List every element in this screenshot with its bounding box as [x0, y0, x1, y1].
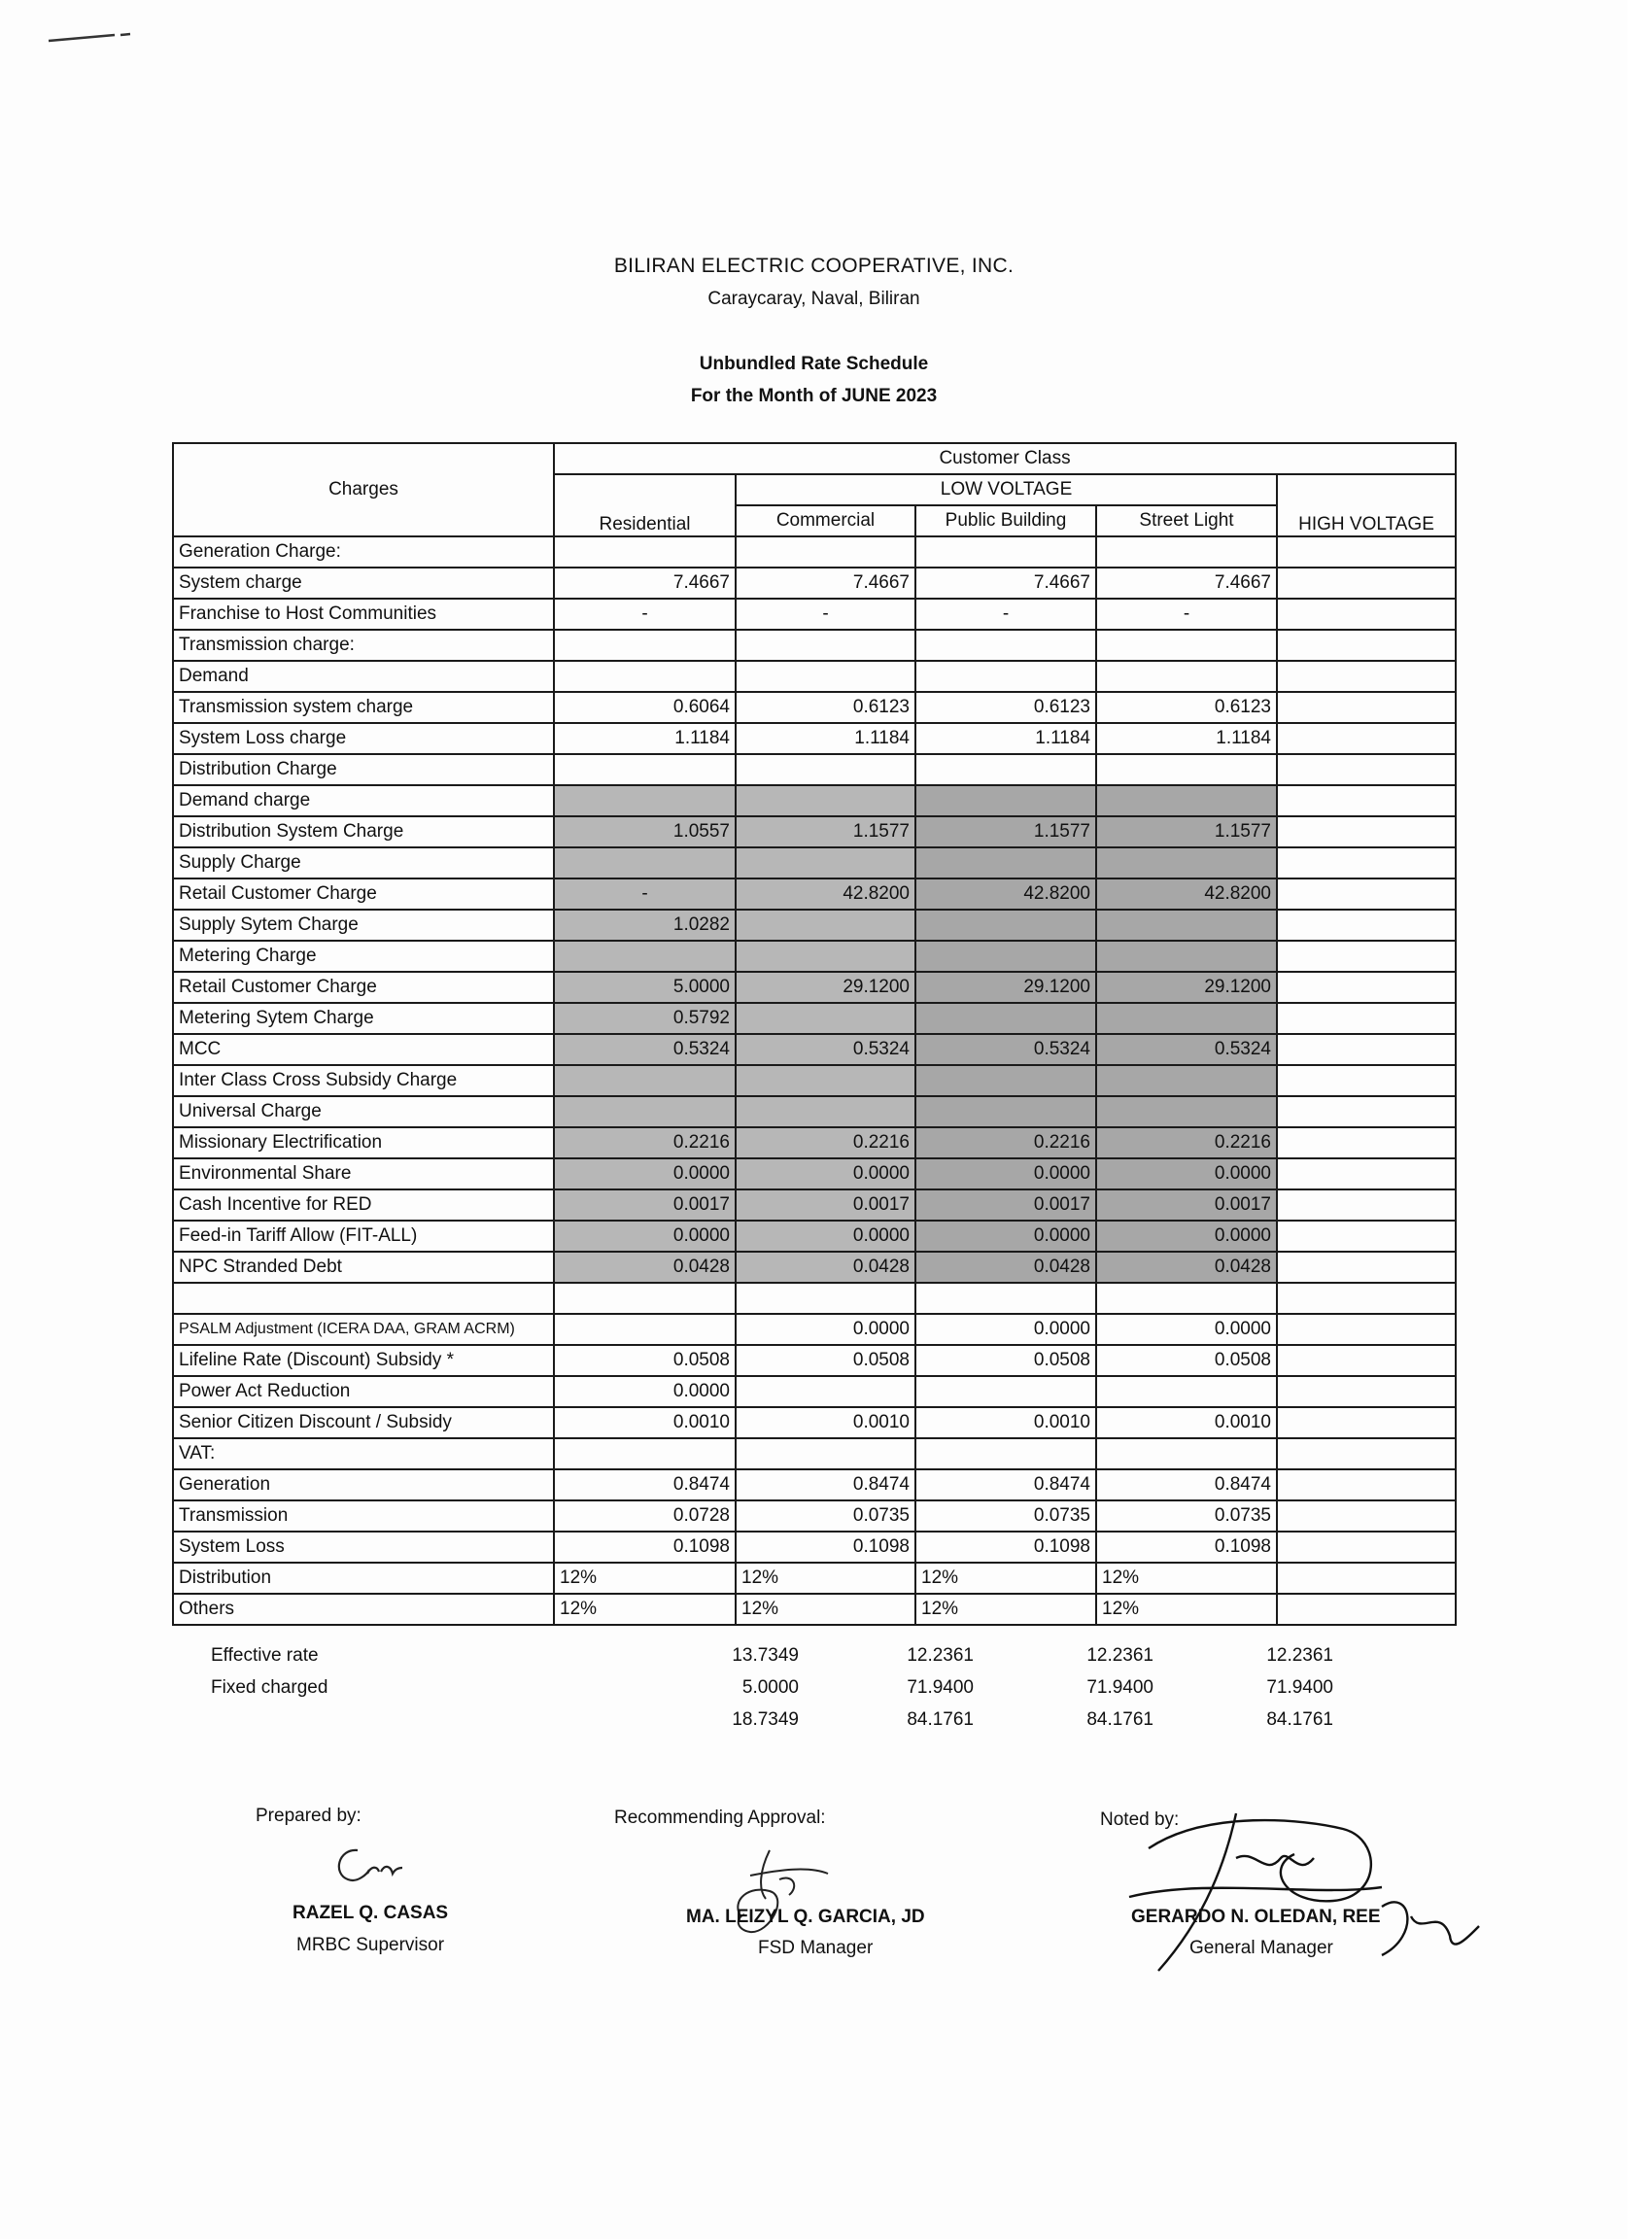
document-period: For the Month of JUNE 2023 — [690, 386, 938, 406]
totals-block — [172, 1645, 1333, 1741]
charge-label: Environmental Share — [173, 1158, 554, 1189]
high-voltage-value — [1277, 1003, 1456, 1034]
commercial-value — [736, 630, 915, 661]
rate-row — [173, 692, 1456, 723]
charge-label: Franchise to Host Communities — [173, 599, 554, 630]
commercial-value: 0.1098 — [736, 1532, 915, 1563]
residential-value: 0.6064 — [554, 692, 736, 723]
rate-row — [173, 941, 1456, 972]
commercial-value: 29.1200 — [736, 972, 915, 1003]
commercial-value — [736, 536, 915, 568]
street-light-value — [1096, 847, 1277, 878]
rate-row — [173, 1438, 1456, 1469]
charge-label: Generation Charge: — [173, 536, 554, 568]
residential-value: 0.5792 — [554, 1003, 736, 1034]
fixed-charged-residential: 5.0000 — [741, 1677, 799, 1698]
public-building-value: 42.8200 — [915, 878, 1096, 910]
public-building-value: 0.0000 — [915, 1221, 1096, 1252]
street-light-value: 42.8200 — [1096, 878, 1277, 910]
high-voltage-value — [1277, 754, 1456, 785]
high-voltage-value — [1277, 1221, 1456, 1252]
residential-value — [554, 1438, 736, 1469]
high-voltage-value — [1277, 1563, 1456, 1594]
recommending-approval-block — [614, 1808, 925, 1958]
rate-row — [173, 1563, 1456, 1594]
fixed-charged-commercial: 71.9400 — [907, 1677, 974, 1698]
street-light-value: 1.1577 — [1096, 816, 1277, 847]
residential-value: 0.0728 — [554, 1500, 736, 1532]
commercial-value: 0.2216 — [736, 1127, 915, 1158]
street-light-value — [1096, 1376, 1277, 1407]
column-header-public-building: Public Building — [915, 505, 1096, 536]
street-light-value — [1096, 1438, 1277, 1469]
commercial-value — [736, 847, 915, 878]
street-light-value: 29.1200 — [1096, 972, 1277, 1003]
public-building-value — [915, 847, 1096, 878]
charge-label: Retail Customer Charge — [173, 972, 554, 1003]
effective-rate-residential: 13.7349 — [732, 1645, 799, 1666]
street-light-value: 12% — [1096, 1594, 1277, 1625]
street-light-value: 0.5324 — [1096, 1034, 1277, 1065]
rate-row — [173, 816, 1456, 847]
recommending-approval-label: Recommending Approval: — [614, 1808, 826, 1828]
rate-schedule-table — [172, 442, 1457, 1626]
street-light-value: 12% — [1096, 1563, 1277, 1594]
column-header-high-voltage: HIGH VOLTAGE — [1277, 474, 1456, 536]
sum-public-building: 84.1761 — [1086, 1709, 1153, 1730]
public-building-value — [915, 630, 1096, 661]
rate-row — [173, 1500, 1456, 1532]
rate-row — [173, 1221, 1456, 1252]
high-voltage-value — [1277, 847, 1456, 878]
street-light-value: 0.6123 — [1096, 692, 1277, 723]
residential-value: 0.0017 — [554, 1189, 736, 1221]
public-building-value — [915, 910, 1096, 941]
public-building-value — [915, 1096, 1096, 1127]
high-voltage-value — [1277, 941, 1456, 972]
residential-value: 0.0000 — [554, 1221, 736, 1252]
public-building-value — [915, 1065, 1096, 1096]
recommending-approval-name: MA. LEIZYL Q. GARCIA, JD — [686, 1907, 925, 1927]
public-building-value: 0.0000 — [915, 1314, 1096, 1345]
public-building-value: 0.8474 — [915, 1469, 1096, 1500]
charge-label: Lifeline Rate (Discount) Subsidy * — [173, 1345, 554, 1376]
residential-value: 0.0010 — [554, 1407, 736, 1438]
public-building-value: 0.0017 — [915, 1189, 1096, 1221]
prepared-by-name: RAZEL Q. CASAS — [293, 1903, 449, 1923]
residential-value — [554, 785, 736, 816]
residential-value: 0.0428 — [554, 1252, 736, 1283]
public-building-value: 12% — [915, 1594, 1096, 1625]
rate-row — [173, 630, 1456, 661]
signature-casas-icon — [328, 1844, 406, 1893]
street-light-value — [1096, 910, 1277, 941]
rate-row — [173, 754, 1456, 785]
high-voltage-value — [1277, 1594, 1456, 1625]
blank-cell — [173, 1283, 554, 1314]
prepared-by-label: Prepared by: — [256, 1806, 361, 1826]
high-voltage-value — [1277, 1500, 1456, 1532]
street-light-value: 0.0010 — [1096, 1407, 1277, 1438]
rate-row — [173, 1127, 1456, 1158]
charge-label: Supply Charge — [173, 847, 554, 878]
commercial-value — [736, 941, 915, 972]
rate-row — [173, 1252, 1456, 1283]
commercial-value: 0.0508 — [736, 1345, 915, 1376]
charge-label: Demand charge — [173, 785, 554, 816]
residential-value: 0.5324 — [554, 1034, 736, 1065]
commercial-value: 0.0735 — [736, 1500, 915, 1532]
charge-label: System Loss — [173, 1532, 554, 1563]
rate-row — [173, 1065, 1456, 1096]
commercial-value: 0.0428 — [736, 1252, 915, 1283]
rate-row — [173, 1376, 1456, 1407]
fixed-charged-public-building: 71.9400 — [1086, 1677, 1153, 1698]
fixed-charged-street-light: 71.9400 — [1266, 1677, 1333, 1698]
high-voltage-value — [1277, 661, 1456, 692]
rate-row — [173, 785, 1456, 816]
street-light-value: 1.1184 — [1096, 723, 1277, 754]
street-light-value — [1096, 941, 1277, 972]
high-voltage-value — [1277, 972, 1456, 1003]
public-building-value: 0.0000 — [915, 1158, 1096, 1189]
rate-row — [173, 847, 1456, 878]
public-building-value: 0.0010 — [915, 1407, 1096, 1438]
customer-class-header: Customer Class — [554, 443, 1456, 474]
charge-label: Metering Sytem Charge — [173, 1003, 554, 1034]
charge-label: Cash Incentive for RED — [173, 1189, 554, 1221]
residential-value: - — [554, 878, 736, 910]
high-voltage-value — [1277, 1096, 1456, 1127]
scan-mark-icon — [47, 27, 134, 47]
public-building-value — [915, 661, 1096, 692]
total-sum-row — [172, 1709, 1333, 1741]
rate-row — [173, 1345, 1456, 1376]
commercial-value — [736, 1065, 915, 1096]
street-light-value: 0.0000 — [1096, 1221, 1277, 1252]
effective-rate-label: Effective rate — [211, 1645, 319, 1666]
commercial-value: - — [736, 599, 915, 630]
high-voltage-value — [1277, 1469, 1456, 1500]
residential-value: 1.0557 — [554, 816, 736, 847]
charge-label: Retail Customer Charge — [173, 878, 554, 910]
commercial-value: 0.5324 — [736, 1034, 915, 1065]
column-header-residential: Residential — [554, 474, 736, 536]
sum-street-light: 84.1761 — [1266, 1709, 1333, 1730]
charge-label: VAT: — [173, 1438, 554, 1469]
rate-row — [173, 661, 1456, 692]
street-light-value: 0.2216 — [1096, 1127, 1277, 1158]
organization-name: BILIRAN ELECTRIC COOPERATIVE, INC. — [613, 255, 1015, 277]
residential-value: - — [554, 599, 736, 630]
public-building-value: 0.0508 — [915, 1345, 1096, 1376]
blank-cell — [736, 1283, 915, 1314]
commercial-value: 42.8200 — [736, 878, 915, 910]
charge-label: Generation — [173, 1469, 554, 1500]
public-building-value: 1.1577 — [915, 816, 1096, 847]
residential-value: 0.8474 — [554, 1469, 736, 1500]
residential-value: 0.0000 — [554, 1158, 736, 1189]
rate-row — [173, 1096, 1456, 1127]
signature-oledan-icon — [1090, 1790, 1508, 2004]
public-building-value: 0.0428 — [915, 1252, 1096, 1283]
charge-label: Transmission system charge — [173, 692, 554, 723]
prepared-by-block — [256, 1806, 489, 1955]
commercial-value: 0.6123 — [736, 692, 915, 723]
document-title: Unbundled Rate Schedule — [699, 354, 929, 374]
sum-commercial: 84.1761 — [907, 1709, 974, 1730]
street-light-value — [1096, 536, 1277, 568]
street-light-value: 0.0000 — [1096, 1158, 1277, 1189]
charge-label: Distribution — [173, 1563, 554, 1594]
charge-label: Supply Sytem Charge — [173, 910, 554, 941]
commercial-value — [736, 910, 915, 941]
charge-label: System charge — [173, 568, 554, 599]
charge-label: Demand — [173, 661, 554, 692]
residential-value: 7.4667 — [554, 568, 736, 599]
rate-row — [173, 1314, 1456, 1345]
rate-row — [173, 972, 1456, 1003]
public-building-value — [915, 1003, 1096, 1034]
street-light-value — [1096, 661, 1277, 692]
rate-row — [173, 1189, 1456, 1221]
residential-value: 1.1184 — [554, 723, 736, 754]
charge-label: MCC — [173, 1034, 554, 1065]
residential-value: 5.0000 — [554, 972, 736, 1003]
high-voltage-value — [1277, 785, 1456, 816]
street-light-value — [1096, 754, 1277, 785]
noted-by-name: GERARDO N. OLEDAN, REE — [1131, 1907, 1381, 1927]
residential-value: 1.0282 — [554, 910, 736, 941]
effective-rate-commercial: 12.2361 — [907, 1645, 974, 1666]
high-voltage-value — [1277, 1065, 1456, 1096]
commercial-value — [736, 754, 915, 785]
charge-label: Senior Citizen Discount / Subsidy — [173, 1407, 554, 1438]
public-building-value: 0.5324 — [915, 1034, 1096, 1065]
charge-label: System Loss charge — [173, 723, 554, 754]
street-light-value: 0.8474 — [1096, 1469, 1277, 1500]
residential-value — [554, 536, 736, 568]
charge-label: Feed-in Tariff Allow (FIT-ALL) — [173, 1221, 554, 1252]
residential-value — [554, 630, 736, 661]
commercial-value — [736, 1376, 915, 1407]
street-light-value: 0.0017 — [1096, 1189, 1277, 1221]
street-light-value: 0.0428 — [1096, 1252, 1277, 1283]
commercial-value: 0.0017 — [736, 1189, 915, 1221]
rate-row — [173, 910, 1456, 941]
street-light-value: - — [1096, 599, 1277, 630]
rate-row — [173, 1034, 1456, 1065]
rate-row — [173, 599, 1456, 630]
street-light-value: 7.4667 — [1096, 568, 1277, 599]
public-building-value: 0.2216 — [915, 1127, 1096, 1158]
prepared-by-position: MRBC Supervisor — [296, 1935, 445, 1955]
street-light-value — [1096, 1096, 1277, 1127]
recommending-approval-position: FSD Manager — [758, 1938, 874, 1958]
commercial-value: 7.4667 — [736, 568, 915, 599]
residential-value: 0.0000 — [554, 1376, 736, 1407]
public-building-value: 1.1184 — [915, 723, 1096, 754]
rate-row — [173, 1407, 1456, 1438]
charge-label: Universal Charge — [173, 1096, 554, 1127]
blank-cell — [554, 1283, 736, 1314]
public-building-value: 0.0735 — [915, 1500, 1096, 1532]
street-light-value — [1096, 785, 1277, 816]
residential-value — [554, 941, 736, 972]
street-light-value — [1096, 1003, 1277, 1034]
fixed-charged-label: Fixed charged — [211, 1677, 328, 1698]
high-voltage-value — [1277, 1438, 1456, 1469]
rate-row — [173, 568, 1456, 599]
high-voltage-value — [1277, 910, 1456, 941]
residential-value: 12% — [554, 1563, 736, 1594]
residential-value — [554, 847, 736, 878]
column-header-commercial: Commercial — [736, 505, 915, 536]
effective-rate-row — [172, 1645, 1333, 1677]
rate-row — [173, 1469, 1456, 1500]
rate-table-body — [173, 536, 1456, 1625]
commercial-value: 1.1184 — [736, 723, 915, 754]
public-building-value: 7.4667 — [915, 568, 1096, 599]
residential-value: 0.0508 — [554, 1345, 736, 1376]
charge-label: PSALM Adjustment (ICERA DAA, GRAM ACRM) — [173, 1314, 554, 1345]
public-building-value — [915, 1376, 1096, 1407]
high-voltage-value — [1277, 599, 1456, 630]
high-voltage-value — [1277, 692, 1456, 723]
commercial-value: 0.0000 — [736, 1158, 915, 1189]
blank-cell — [915, 1283, 1096, 1314]
commercial-value — [736, 1438, 915, 1469]
rate-row — [173, 1594, 1456, 1625]
street-light-value: 0.0000 — [1096, 1314, 1277, 1345]
blank-spacer-row — [173, 1283, 1456, 1314]
street-light-value: 0.0735 — [1096, 1500, 1277, 1532]
public-building-value: 0.6123 — [915, 692, 1096, 723]
commercial-value: 0.0000 — [736, 1314, 915, 1345]
street-light-value: 0.0508 — [1096, 1345, 1277, 1376]
column-header-street-light: Street Light — [1096, 505, 1277, 536]
charge-label: Metering Charge — [173, 941, 554, 972]
commercial-value: 0.0000 — [736, 1221, 915, 1252]
noted-by-label: Noted by: — [1100, 1809, 1180, 1830]
public-building-value: 29.1200 — [915, 972, 1096, 1003]
blank-cell — [1277, 1283, 1456, 1314]
high-voltage-value — [1277, 536, 1456, 568]
residential-value: 0.1098 — [554, 1532, 736, 1563]
commercial-value: 0.0010 — [736, 1407, 915, 1438]
high-voltage-value — [1277, 1376, 1456, 1407]
residential-value — [554, 1314, 736, 1345]
charge-label: NPC Stranded Debt — [173, 1252, 554, 1283]
rate-row — [173, 878, 1456, 910]
high-voltage-value — [1277, 723, 1456, 754]
public-building-value — [915, 536, 1096, 568]
noted-by-position: General Manager — [1189, 1938, 1333, 1958]
charge-label: Missionary Electrification — [173, 1127, 554, 1158]
commercial-value — [736, 1003, 915, 1034]
sum-residential: 18.7349 — [732, 1709, 799, 1730]
high-voltage-value — [1277, 1252, 1456, 1283]
rate-row — [173, 1003, 1456, 1034]
charge-label: Transmission — [173, 1500, 554, 1532]
public-building-value — [915, 941, 1096, 972]
effective-rate-public-building: 12.2361 — [1086, 1645, 1153, 1666]
charge-label: Power Act Reduction — [173, 1376, 554, 1407]
public-building-value: 0.1098 — [915, 1532, 1096, 1563]
charge-label: Distribution System Charge — [173, 816, 554, 847]
high-voltage-value — [1277, 1532, 1456, 1563]
charge-label: Others — [173, 1594, 554, 1625]
commercial-value: 12% — [736, 1563, 915, 1594]
noted-by-block — [1100, 1809, 1518, 2004]
rate-row — [173, 536, 1456, 568]
public-building-value — [915, 1438, 1096, 1469]
commercial-value — [736, 661, 915, 692]
signature-garcia-icon — [702, 1841, 857, 1947]
public-building-value — [915, 754, 1096, 785]
residential-value — [554, 661, 736, 692]
street-light-value — [1096, 1065, 1277, 1096]
commercial-value — [736, 1096, 915, 1127]
street-light-value: 0.1098 — [1096, 1532, 1277, 1563]
public-building-value — [915, 785, 1096, 816]
high-voltage-value — [1277, 878, 1456, 910]
charges-header: Charges — [173, 443, 554, 536]
blank-cell — [1096, 1283, 1277, 1314]
street-light-value — [1096, 630, 1277, 661]
commercial-value: 0.8474 — [736, 1469, 915, 1500]
residential-value — [554, 754, 736, 785]
public-building-value: - — [915, 599, 1096, 630]
high-voltage-value — [1277, 630, 1456, 661]
high-voltage-value — [1277, 1127, 1456, 1158]
commercial-value: 1.1577 — [736, 816, 915, 847]
charge-label: Inter Class Cross Subsidy Charge — [173, 1065, 554, 1096]
organization-address: Caraycaray, Naval, Biliran — [707, 289, 920, 309]
high-voltage-value — [1277, 568, 1456, 599]
high-voltage-value — [1277, 1034, 1456, 1065]
residential-value — [554, 1096, 736, 1127]
high-voltage-value — [1277, 1407, 1456, 1438]
residential-value: 12% — [554, 1594, 736, 1625]
rate-row — [173, 723, 1456, 754]
low-voltage-header: LOW VOLTAGE — [736, 474, 1277, 505]
high-voltage-value — [1277, 816, 1456, 847]
effective-rate-street-light: 12.2361 — [1266, 1645, 1333, 1666]
high-voltage-value — [1277, 1158, 1456, 1189]
charge-label: Transmission charge: — [173, 630, 554, 661]
high-voltage-value — [1277, 1189, 1456, 1221]
high-voltage-value — [1277, 1345, 1456, 1376]
public-building-value: 12% — [915, 1563, 1096, 1594]
fixed-charged-row — [172, 1677, 1333, 1709]
residential-value — [554, 1065, 736, 1096]
commercial-value: 12% — [736, 1594, 915, 1625]
charge-label: Distribution Charge — [173, 754, 554, 785]
residential-value: 0.2216 — [554, 1127, 736, 1158]
commercial-value — [736, 785, 915, 816]
rate-row — [173, 1532, 1456, 1563]
rate-row — [173, 1158, 1456, 1189]
high-voltage-value — [1277, 1314, 1456, 1345]
